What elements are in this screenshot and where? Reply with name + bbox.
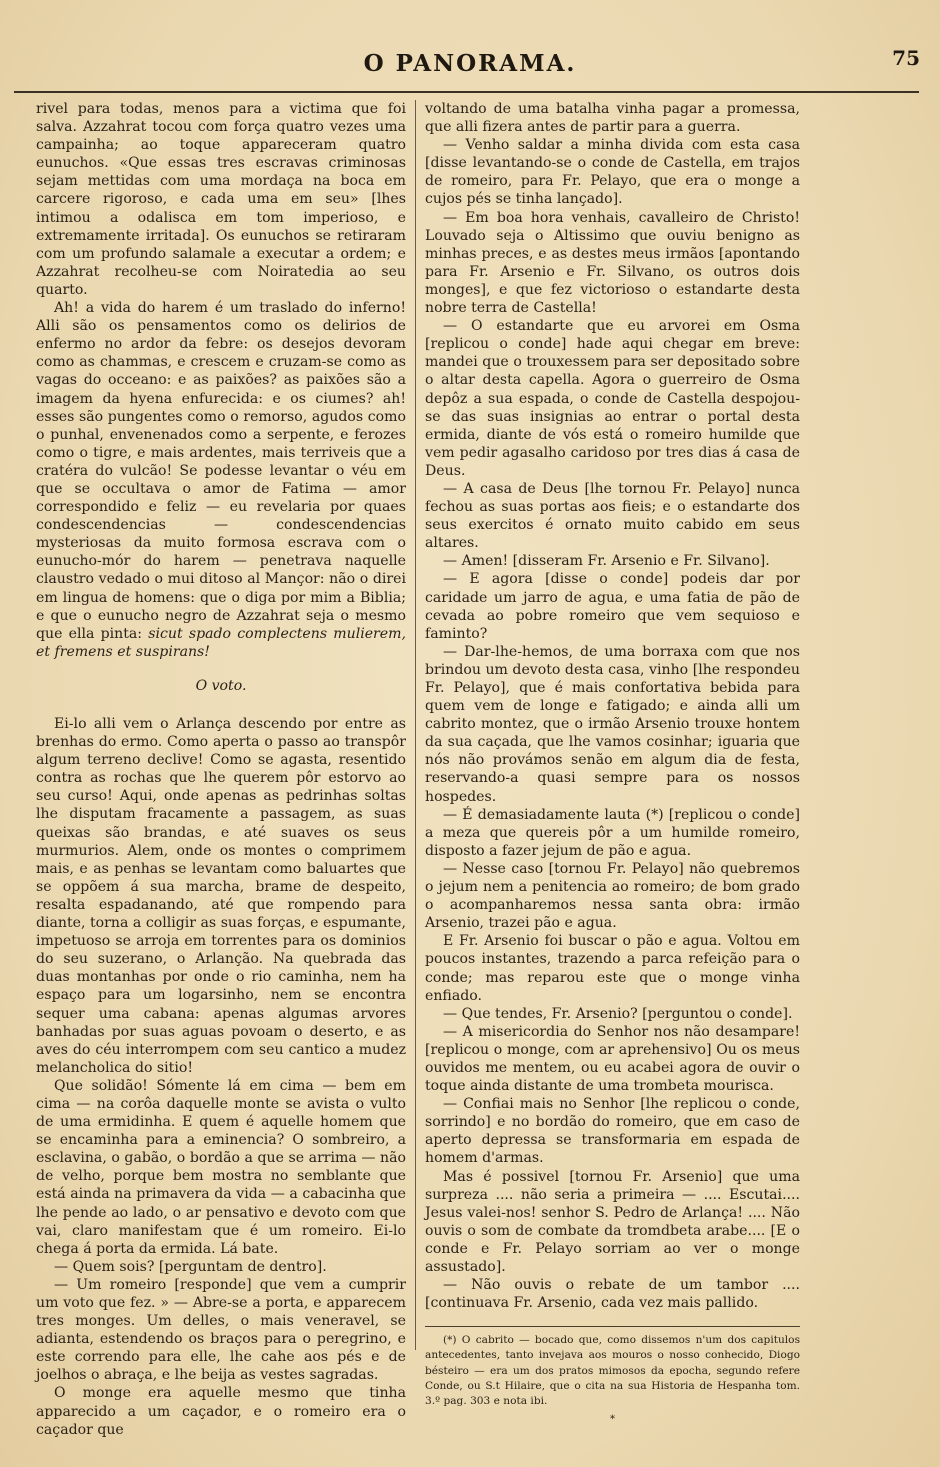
- paragraph: rivel para todas, menos para a victima que foi salva. Azzahrat tocou com força quatro vezes uma campainha; ao toque appareceram quatro eunuchos. «Que essas tres escravas criminosas sejam mettidas com uma mordaça na boca em carcere rigoroso, e cada uma em seu» [lhes intimou a odalisca em tom imperioso, e extremamente irritada]. Os eunuchos se retiraram com um profundo salamale a executar a ordem; e Azzahrat recolheu-se com Noiratedia ao seu quarto.: [36, 101, 406, 298]
- paragraph: [36, 299, 406, 661]
- paragraph: — Quem sois? [perguntam de dentro].: [54, 1258, 327, 1275]
- paragraph: Mas é possivel [tornou Fr. Arsenio] que uma surpreza .... não seria a primeira — .... Escutai.... Jesus valei-nos! senhor S. Pedro de Arlança! .... Não ouvis o som de combate da tromdbeta arabe.... [E o conde e Fr. Pelayo sorriam ao ver o monge assustado].: [425, 1168, 800, 1275]
- paragraph: voltando de uma batalha vinha pagar a promessa, que alli fizera antes de partir para a guerra.: [425, 101, 800, 136]
- paragraph: — A misericordia do Senhor nos não desampare! [replicou o monge, com ar aprehensivo] Ou os meus ouvidos me mentem, ou eu acabei agora de ouvir o toque ainda distante de uma trombeta mourisca.: [425, 1023, 800, 1095]
- paragraph: — Que tendes, Fr. Arsenio? [perguntou o conde].: [443, 1005, 793, 1022]
- paragraph: Ei-lo alli vem o Arlança descendo por entre as brenhas do ermo. Como aperta o passo ao transpôr algum terreno declive! Como se agasta, resentido contra as rochas que lhe querem pôr estorvo ao seu curso! Aqui, onde apenas as pedrinhas soltas lhe disputam fracamente a passagem, as suas queixas são brandas, e até suaves os seus murmurios. Alem, onde os montes o comprimem mais, e as penhas se levantam como baluartes que se oppõem á sua marcha, brame de despeito, resalta espadanando, até que rompendo para diante, torna a colligir as suas forças, e espumante, impetuoso se arroja em torrentes para os dominios do seu suzerano, o Arlanção. Na quebrada das duas montanhas por onde o rio caminha, nem ha espaço para um logarsinho, nem se encontra sequer uma cabana: apenas algumas arvores banhadas por suas aguas povoam o deserto, e as aves do céu interrompem com seu cantico a mudez melancholica do sitio!: [36, 716, 406, 1076]
- column-divider: [415, 100, 416, 1350]
- right-column: [425, 100, 800, 1429]
- paragraph: — Nesse caso [tornou Fr. Pelayo] não quebremos o jejum nem a penitencia ao romeiro; de bom grado o acompanharemos nessa santa obra: irmão Arsenio, trazei pão e agua.: [425, 860, 800, 932]
- paragraph: Que solidão! Sómente lá em cima — bem em cima — na corôa daquelle monte se avista o vulto de uma ermidinha. E quem é aquelle homem que se encaminha para a eminencia? O sombreiro, a esclavina, o gabão, o bordão a que se arrima — não de velho, porque bem mostra no semblante que está ainda na primavera da vida — a cabacinha que lhe pende ao lado, o ar pensativo e devoto com que vai, claro manifestam que é um romeiro. Ei-lo chega á porta da ermida. Lá bate.: [36, 1077, 406, 1257]
- latin-quote: sicut spado complectens mulierem, et fremens et suspirans!: [36, 625, 406, 660]
- header-rule: [14, 91, 919, 93]
- footnote-rule: [425, 1326, 800, 1327]
- paragraph: — O estandarte que eu arvorei em Osma [replicou o conde] hade aqui chegar em breve: mandei que o trouxessem para ser depositado sobre o altar desta capella. Agora o guerreiro de Osma depôz a sua espada, o conde de Castella despojou-se das suas insignias ao entrar o portal desta ermida, diante de vós está o romeiro humilde que vem pedir agasalho caridoso por tres dias á casa de Deus.: [425, 318, 800, 479]
- page-number: 75: [892, 46, 920, 70]
- section-title: O voto.: [195, 677, 247, 694]
- footnote-mark: *: [610, 1414, 615, 1426]
- paragraph: — Amen! [disseram Fr. Arsenio e Fr. Silvano].: [443, 553, 770, 570]
- paragraph: — Não ouvis o rebate de um tambor .... [continuava Fr. Arsenio, cada vez mais pallido.: [425, 1277, 800, 1312]
- paragraph-text: Ah! a vida do harem é um traslado do inferno! Alli são os pensamentos como os delirios de enfermo no ardor da febre: os desejos devoram como as chammas, e crescem e cruzam-se como as vagas do occeano: e as paixões? as paixões são a imagem da hyena enfurecida: e os ciumes? ah! esses são pungentes como o remorso, agudos como o punhal, envenenados como a serpente, e ferozes como o tigre, e mais ardentes, mais terriveis que a cratéra do vulcão! Se podesse levantar o véu em que se occultava o amor de Fatima — amor correspondido e feliz — eu revelaria por quaes condescendencias — condescendencias mysteriosas da muito formosa escrava com o eunucho-mór do harem — penetrava naquelle claustro vedado o mui ditoso al Mançor: não o direi em lingua de homens: que o diga por mim a Biblia; e que o eunucho negro de Azzahrat seja o mesmo que ella pinta:: [36, 300, 406, 642]
- paragraph: — Venho saldar a minha divida com esta casa [disse levantando-se o conde de Castella, em trajos de romeiro, para Fr. Pelayo, que era o monge a cujos pés se tinha lançado].: [425, 137, 800, 208]
- paragraph: — Confiai mais no Senhor [lhe replicou o conde, sorrindo] e no bordão do romeiro, que em caso de aperto depressa se transformaria em espada de homem d'armas.: [425, 1096, 800, 1167]
- paragraph: — Em boa hora venhais, cavalleiro de Christo! Louvado seja o Altissimo que ouviu benigno as minhas preces, e as destes meus irmãos [apontando para Fr. Arsenio e Fr. Silvano, os outros dois monges], e que fez victorioso o estandarte desta nobre terra de Castella!: [425, 209, 800, 317]
- running-title: O PANORAMA.: [363, 50, 577, 77]
- paragraph: O monge era aquelle mesmo que tinha apparecido a um caçador, e o romeiro era o caçador que: [36, 1385, 406, 1438]
- paragraph: — Um romeiro [responde] que vem a cumprir um voto que fez. » — Abre-se a porta, e apparecem tres monges. Um delles, o mais veneravel, se adianta, estendendo os braços para o peregrino, e este correndo para elle, lhe cahe aos pés e de joelhos o abraça, e lhe beija as vestes sagradas.: [36, 1276, 406, 1384]
- paragraph: E Fr. Arsenio foi buscar o pão e agua. Voltou em poucos instantes, trazendo a parca refeição para o conde; mas reparou este que o monge vinha enfiado.: [425, 933, 800, 1004]
- paragraph: — Dar-lhe-hemos, de uma borraxa com que nos brindou um devoto desta casa, vinho [lhe respondeu Fr. Pelayo], que é mais confortativa bebida para quem vem de longe e fatigado; e ainda alli um cabrito montez, que o irmão Arsenio trouxe hontem da sua caçada, que lhe vamos cosinhar; iguaria que nós não provámos senão em algum dia de festa, reservando-a quasi sempre para os nossos hospedes.: [425, 643, 800, 805]
- paragraph: — É demasiadamente lauta (*) [replicou o conde] a meza que quereis pôr a um humilde romeiro, disposto a fazer jejum de pão e agua.: [425, 806, 800, 859]
- page-header: [20, 46, 920, 86]
- paragraph: — A casa de Deus [lhe tornou Fr. Pelayo] nunca fechou as suas portas aos fieis; e o estandarte dos seus exercitos é ornato muito cabido em seus altares.: [425, 480, 800, 552]
- footnote: (*) O cabrito — bocado que, como dissemos n'um dos capitulos antecedentes, tanto invejava aos mouros o nosso conhecido, Diogo bésteiro — era um dos pratos mimosos da epocha, segundo refere Conde, ou S.t Hilaire, que o cita na sua Historia de Hespanha tom. 3.º pag. 303 e nota ibi.: [425, 1334, 800, 1408]
- left-column: [36, 100, 406, 1439]
- paragraph: — E agora [disse o conde] podeis dar por caridade um jarro de agua, e uma fatia de pão de cevada ao pobre romeiro que vem sequioso e faminto?: [425, 571, 800, 642]
